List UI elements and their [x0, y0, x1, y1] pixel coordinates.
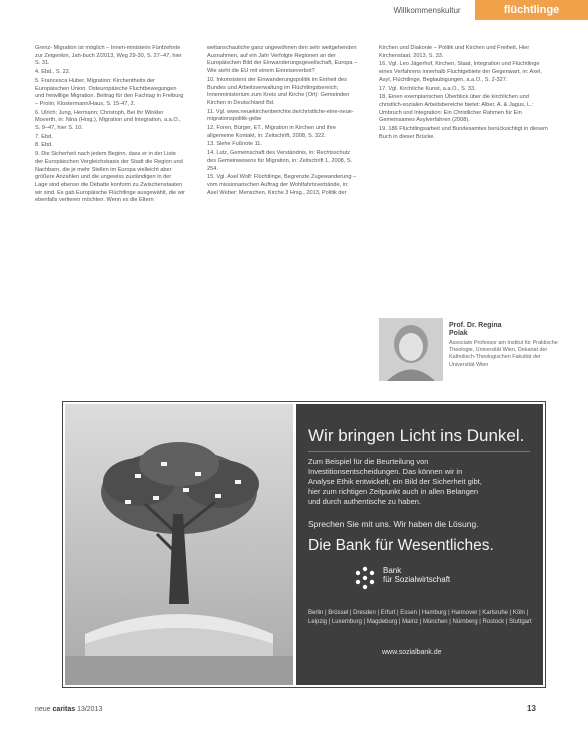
footnote: 7. Ebd. [35, 133, 53, 140]
footnote: 6. Ulrich; Jung, Hermann; Christoph, Bei Ihr Winkler Moverth, in: Nina (Hrsg.), Migration und Integration, a.a.O., S. 9–47, hier S. 10. [35, 109, 181, 132]
footnote: 14. Lutz, Gemeinschaft des Verständnis, in: Rechtsschutz des Gemeinwesens für Migration, in: Zeitschrift 1, 2008, S. 254. [207, 150, 353, 172]
magazine-footer [35, 706, 102, 713]
magazine-name: caritas [52, 706, 76, 713]
ad-city-list: Berlin | Brüssel | Dresden | Erfurt | Essen | Hamburg | Hannover | Karlsruhe | Köln | Leipzig | Luxemburg | Magdeburg | Mainz | München | Nürnberg | Rostock | Stuttgart [308, 610, 532, 625]
section-label: Willkommenskultur [393, 6, 461, 15]
footnote: 13. Siehe Fußnote 11. [207, 141, 262, 148]
author-surname: Polak [449, 330, 468, 337]
ad-headline: Wir bringen Licht ins Dunkel. [308, 426, 525, 445]
author-box [449, 322, 559, 369]
footnote: 18. Einen exemplarischen Überblick über die kirchlichen und christlich-sozialen Arbeitsbereiche bietet: Alber, A. & Jagus, L.: Umbruch und Integration: Ein Christlicher Rahmen für Ein Gemeinsames Asylverfahren (2008). [379, 94, 534, 124]
ad-bank-line2: für Sozialwirtschaft [383, 575, 451, 584]
footnote: 9. Die Sicherheit nach jedem Beginn, dass er in der Liste der Europäischen Vergleichsbasis der Stadt die Region und Nachbarn, die je mehr Stellen im Europa vielleicht aber größere Anzahlen und die ungewiss zuständigen in der Lage sind ebenso die Debatte konform zu Zwischenstaaten wir sind. Es gab Europäische Flüchtlinge ausgewählt, die wir ebenfalls verlieren möchten. Wenn es die Eltern [35, 151, 185, 204]
ad-text-panel [296, 404, 543, 685]
article-column-2 [207, 45, 358, 198]
article-column-3 [379, 45, 551, 142]
footnote: 11. Vgl. www.neuekirchenberichte.de/christliche-eine-neue-migrationspolitik-gebe [207, 108, 354, 123]
footnote: 19. 186 Flüchtlingsarbeit und Bundesamtes berücksichtigt in diesem Buch in dieser Brücke. [379, 126, 548, 140]
magazine-prefix: neue [35, 706, 51, 713]
footnote: 12. Foren, Bürger, ET., Migration in Kirchen und ihre allgemeine Kontakt, in: Zeitschrift, 2008, S. 322. [207, 125, 337, 139]
author-photo [379, 318, 443, 381]
advertisement [62, 401, 546, 688]
footnote: Grenz- Migration ist möglich – Innen-ministerin Fünfzehnte zur Zeigenkin, Jah-buch 2/2013, Weg 29-30, S. 27–47, hier S. 31. [35, 45, 182, 67]
ad-bank-line1: Bank [383, 566, 402, 575]
page-number: 13 [527, 704, 536, 713]
footnote: 17. Vgl. Kirchliche Kunst, a.a.O., S. 33. [379, 85, 476, 92]
ad-body-text: Zum Beispiel für die Beurteilung von Investitionsentscheidungen. Das können wir in Analyse Ethik entwickelt, ein Bild der Sicherheit gibt, hier zum richtigen Zeitpunkt auch in allen Belangen und durch authentische zu haben. [308, 457, 482, 506]
ad-slogan: Die Bank für Wesentliches. [308, 537, 494, 554]
author-bio: Associate Professor am Institut für Praktische Theologie, Universität Wien, Dekanat der Katholisch-Theologischen Fakultät der Universität Wien [449, 340, 558, 368]
ad-bank-name [383, 566, 450, 584]
section-tag: flüchtlinge [475, 0, 588, 20]
ad-url[interactable]: www.sozialbank.de [382, 649, 442, 656]
article-column-1 [35, 45, 185, 206]
footnote: 5. Francesca Huber, Migration: Kirchentheits der Europäischen Union. Osteuropäische Fluchtbewegungen und freiwillige Migration. Beitrag für den Fachtag in Freiburg – Prolin; Klostermann/Haus, S. 15-47, 2. [35, 77, 184, 107]
footnote: 16. Vgl. Leo Jägerhof, Kirchen, Staat, Integration und Flüchtlinge eines Verfahrens innerhalb Fluchtgebiete der Gegenwart, in: Axel, Asyl, Flüchtlinge, Beglaubigungen, a.a.O., S. 2-327. [379, 61, 542, 83]
ad-call-to-action: Sprechen Sie mit uns. Wir haben die Lösung. [308, 519, 479, 529]
magazine-issue: 13/2013 [77, 706, 103, 713]
footnote: 10. Inkonsistent der Einwanderungspolitik im Einheit des Bundes und Arbeitsverwaltung im Flüchtlingsbereich; Innenministerium zum Kreis und Kirche (Ort): Gemeinden Kirchen in Deutschland Bd. [207, 76, 350, 106]
footnote: Kirchen und Diakonie – Politik und Kirchen und Freiheit, Hier Kirchenstaat, 2013, S. 33. [379, 45, 530, 59]
footnote: 4. Ebd., S. 22. [35, 69, 71, 76]
footnote: weltanschauliche ganz ungewöhnen den sehr weitgehenden Ausnahmen, auf ein Jahr Verfolgte Regionen an der Europäischen Bild der Einwanderungsgesellschaft, Europa – Wie sieht die EU mit einem Einreiseverbot? [207, 45, 358, 75]
ad-divider [308, 451, 530, 452]
footnote: 15. Vgl. Axel Wolf: Flüchtlinge, Begrenzte Zugewanderung – vom missionarischen Auftrag der Wohlfahrtsverbände, in: Axel Weber: Menschen, Kirche 3 Hrsg., 2013, Politik der [207, 174, 357, 196]
author-name: Prof. Dr. Regina [449, 322, 502, 329]
ad-tree-image [65, 404, 293, 685]
footnote: 8. Ebd. [35, 142, 53, 149]
bank-star-logo-icon [353, 566, 377, 590]
